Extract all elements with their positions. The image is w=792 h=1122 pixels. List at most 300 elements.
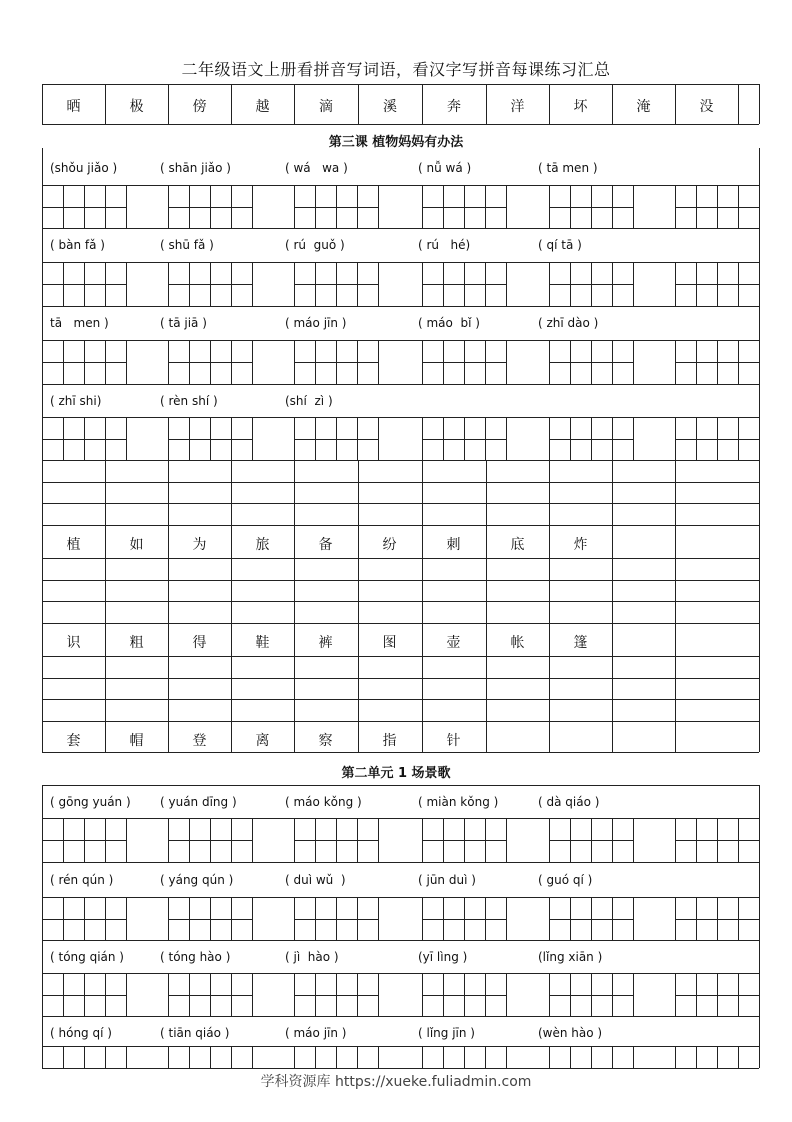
practice-char: 指 [382,733,397,749]
top-char-cell: 淹 [636,99,651,115]
grid-line [42,340,43,384]
grid-line [633,973,634,1016]
pinyin-label: ( yáng qún ) [160,873,234,887]
footer-watermark: 学科资源库 https://xueke.fuliadmin.com [260,1074,532,1090]
grid-line [189,1046,190,1068]
grid-line [126,897,127,940]
grid-line [591,818,592,862]
grid-line [570,897,571,940]
grid-line [315,897,316,940]
grid-line [357,818,358,862]
pinyin-label: ( nǚ wá ) [418,161,472,175]
grid-line [464,417,465,460]
pinyin-label: ( miàn kǒng ) [418,795,499,809]
grid-line [378,185,379,228]
grid-line [549,262,550,306]
grid-line [42,940,759,941]
grid-line [549,897,550,940]
practice-char: 裤 [318,635,333,651]
grid-line [357,185,358,228]
grid-line [126,818,127,862]
grid-line [168,818,169,862]
grid-line [570,340,571,384]
pinyin-label: ( shān jiǎo ) [160,161,231,175]
grid-line [464,1046,465,1068]
grid-line [189,973,190,1016]
pinyin-label: ( yuán dīng ) [160,795,237,809]
practice-char: 粗 [129,635,144,651]
grid-line [42,752,759,753]
grid-line [675,185,676,228]
grid-line [189,897,190,940]
grid-line [717,897,718,940]
grid-line [84,417,85,460]
grid-line [612,818,613,862]
grid-line [42,699,759,700]
grid-line [252,185,253,228]
grid-line [357,973,358,1016]
grid-line [358,460,359,752]
grid-line [336,417,337,460]
grid-line [294,973,295,1016]
grid-line [378,417,379,460]
pinyin-label: (lǐng xiān ) [538,950,603,964]
grid-line [189,417,190,460]
pinyin-label: ( hóng qí ) [50,1026,112,1040]
grid-line [252,262,253,306]
pinyin-label: ( jūn duì ) [418,873,476,887]
grid-line [422,460,423,752]
grid-line [231,262,232,306]
grid-line [591,973,592,1016]
grid-line [42,1016,759,1017]
grid-line [42,482,759,483]
grid-line [485,973,486,1016]
grid-line [294,185,295,228]
practice-char: 帽 [129,733,144,749]
grid-line [675,262,676,306]
grid-line [42,580,759,581]
grid-line [443,1046,444,1068]
grid-line [42,185,759,186]
grid-line [717,417,718,460]
grid-line [506,818,507,862]
grid-line [231,1046,232,1068]
grid-line [42,721,759,722]
grid-line [105,185,106,228]
grid-line [189,262,190,306]
grid-line [485,262,486,306]
grid-line [506,340,507,384]
grid-line [42,623,759,624]
grid-line [105,262,106,306]
grid-line [126,185,127,228]
grid-line [464,818,465,862]
grid-line [633,897,634,940]
grid-line [210,185,211,228]
grid-line [63,185,64,228]
grid-line [422,417,423,460]
grid-line [549,1046,550,1068]
grid-line [570,973,571,1016]
grid-line [422,897,423,940]
grid-line [422,973,423,1016]
grid-line [633,818,634,862]
grid-line [42,262,43,306]
top-char-cell: 奔 [447,99,461,115]
pinyin-label: ( zhī shi) [50,394,102,408]
grid-line [612,340,613,384]
grid-line [759,417,760,460]
pinyin-label: tā men ) [50,316,109,330]
section-heading: 第三课 植物妈妈有办法 [328,135,464,150]
grid-line [612,973,613,1016]
grid-line [63,340,64,384]
grid-line [570,417,571,460]
grid-line [696,818,697,862]
pinyin-label: (yī lìng ) [418,950,468,964]
grid-line [336,973,337,1016]
grid-line [464,897,465,940]
grid-line [357,340,358,384]
pinyin-label: ( lǐng jīn ) [418,1026,475,1040]
top-char-cell: 越 [255,99,270,115]
grid-line [378,262,379,306]
grid-line [168,460,169,752]
grid-line [378,973,379,1016]
grid-line [422,818,423,862]
grid-line [189,340,190,384]
pinyin-label: ( máo bǐ ) [418,316,480,330]
grid-line [189,185,190,228]
pinyin-label: ( tóng hào ) [160,950,231,964]
top-char-cell: 滴 [319,99,333,115]
grid-line [168,262,169,306]
practice-char: 察 [318,733,333,749]
page-title: 二年级语文上册看拼音写词语，看汉字写拼音每课练习汇总 [181,60,611,79]
grid-line [42,1068,759,1069]
grid-line [252,973,253,1016]
grid-line [105,417,106,460]
grid-line [210,417,211,460]
grid-line [189,818,190,862]
grid-line [506,973,507,1016]
grid-line [84,818,85,862]
grid-line [84,262,85,306]
grid-line [633,340,634,384]
grid-line [759,340,760,384]
grid-line [42,897,43,940]
grid-line [717,1046,718,1068]
grid-line [549,973,550,1016]
grid-line [443,262,444,306]
grid-line [378,818,379,862]
practice-char: 套 [66,733,81,749]
grid-line [42,262,759,263]
grid-line [464,973,465,1016]
grid-line [315,973,316,1016]
grid-line [42,678,759,679]
grid-line [633,417,634,460]
grid-line [84,340,85,384]
grid-line [422,185,423,228]
grid-line [231,897,232,940]
grid-line [42,84,759,85]
grid-line [464,262,465,306]
grid-line [612,262,613,306]
grid-line [738,818,739,862]
grid-line [443,973,444,1016]
practice-char: 识 [66,635,81,651]
grid-line [464,340,465,384]
grid-line [168,340,169,384]
grid-line [84,973,85,1016]
grid-line [443,417,444,460]
grid-line [506,262,507,306]
pinyin-label: ( rú guǒ ) [285,238,345,252]
grid-line [759,185,760,228]
grid-line [464,185,465,228]
pinyin-label: ( jì hào ) [285,950,339,964]
grid-line [42,460,759,461]
grid-line [759,973,760,1016]
practice-char: 帐 [510,635,525,651]
grid-line [591,417,592,460]
grid-line [675,417,676,460]
grid-line [63,417,64,460]
grid-line [422,340,423,384]
grid-line [612,417,613,460]
pinyin-label: ( zhī dào ) [538,316,599,330]
grid-line [506,185,507,228]
practice-char: 底 [510,537,525,553]
grid-line [422,1046,423,1068]
grid-line [717,973,718,1016]
grid-line [485,1046,486,1068]
pinyin-label: ( guó qí ) [538,873,593,887]
pinyin-label: ( tā men ) [538,161,598,175]
pinyin-label: ( máo kǒng ) [285,795,362,809]
grid-line [336,818,337,862]
grid-line [42,1046,759,1047]
pinyin-label: (wèn hào ) [538,1026,603,1040]
grid-line [42,1046,43,1068]
grid-line [549,818,550,862]
grid-line [696,262,697,306]
grid-line [315,818,316,862]
grid-line [357,262,358,306]
grid-line [738,340,739,384]
practice-char: 鞋 [255,635,270,651]
pinyin-label: ( tiān qiáo ) [160,1026,230,1040]
grid-line [612,185,613,228]
grid-line [42,862,759,863]
grid-line [42,124,759,125]
grid-line [738,897,739,940]
grid-line [105,818,106,862]
grid-line [210,818,211,862]
grid-line [485,185,486,228]
grid-line [42,417,43,460]
grid-line [210,262,211,306]
top-char-cell: 极 [129,99,144,115]
practice-char: 篷 [573,635,588,651]
grid-line [42,818,43,862]
grid-line [84,1046,85,1068]
grid-line [84,897,85,940]
pinyin-label: ( wá wa ) [285,161,348,175]
grid-line [591,897,592,940]
grid-line [612,460,613,752]
grid-line [210,897,211,940]
grid-line [591,1046,592,1068]
grid-line [549,340,550,384]
pinyin-label: ( shū fǎ ) [160,238,214,252]
grid-line [738,973,739,1016]
grid-line [422,262,423,306]
pinyin-label: (shǒu jiǎo ) [50,161,118,175]
grid-line [549,417,550,460]
grid-line [105,340,106,384]
grid-line [633,262,634,306]
grid-line [443,340,444,384]
grid-line [210,1046,211,1068]
grid-line [126,340,127,384]
grid-line [570,262,571,306]
grid-line [105,1046,106,1068]
practice-char: 旅 [255,537,270,553]
grid-line [696,417,697,460]
pinyin-label: ( máo jīn ) [285,316,347,330]
grid-line [696,185,697,228]
grid-line [675,340,676,384]
grid-line [738,185,739,228]
pinyin-label: ( rèn shí ) [160,394,218,408]
grid-line [42,558,759,559]
grid-line [738,1046,739,1068]
grid-line [675,1046,676,1068]
top-char-cell: 洋 [510,99,525,115]
grid-line [252,340,253,384]
grid-line [168,1046,169,1068]
grid-line [357,417,358,460]
grid-line [486,460,487,752]
practice-char: 登 [192,733,207,749]
grid-line [105,973,106,1016]
grid-line [294,818,295,862]
grid-line [42,384,759,385]
pinyin-label: ( qí tā ) [538,238,582,252]
grid-line [759,818,760,862]
grid-line [294,460,295,752]
grid-line [336,897,337,940]
grid-line [738,262,739,306]
grid-line [252,897,253,940]
pinyin-label: ( tā jiā ) [160,316,207,330]
grid-line [63,973,64,1016]
top-char-cell: 溪 [383,99,397,115]
pinyin-label: ( bàn fǎ ) [50,238,105,252]
grid-line [231,973,232,1016]
grid-line [506,897,507,940]
pinyin-label: ( dà qiáo ) [538,795,600,809]
grid-line [42,306,759,307]
grid-line [42,503,759,504]
grid-line [633,1046,634,1068]
grid-line [443,897,444,940]
grid-line [63,818,64,862]
grid-line [485,818,486,862]
practice-char: 图 [382,635,397,651]
pinyin-label: (shí zì ) [285,394,333,408]
grid-line [336,262,337,306]
practice-char: 得 [192,635,207,651]
grid-line [168,973,169,1016]
grid-line [696,973,697,1016]
grid-line [378,897,379,940]
practice-char: 植 [66,537,81,553]
section-heading: 第二单元 1 场景歌 [341,766,451,781]
grid-line [591,262,592,306]
grid-line [42,228,759,229]
grid-line [168,897,169,940]
grid-line [231,340,232,384]
grid-line [168,417,169,460]
grid-line [42,973,759,974]
grid-line [570,185,571,228]
grid-line [42,601,759,602]
grid-line [717,262,718,306]
grid-line [336,340,337,384]
grid-line [675,818,676,862]
grid-line [738,84,739,124]
grid-line [759,1046,760,1068]
grid-line [738,417,739,460]
practice-char: 为 [192,537,207,553]
grid-line [42,525,759,526]
grid-line [506,1046,507,1068]
pinyin-label: ( rén qún ) [50,873,114,887]
grid-line [378,340,379,384]
grid-line [84,185,85,228]
pinyin-label: ( máo jīn ) [285,1026,347,1040]
grid-line [42,818,759,819]
grid-line [336,185,337,228]
grid-line [42,656,759,657]
grid-line [696,897,697,940]
grid-line [633,185,634,228]
grid-line [378,1046,379,1068]
grid-line [759,84,760,124]
practice-char: 备 [318,537,333,553]
grid-line [252,1046,253,1068]
grid-line [231,185,232,228]
grid-line [294,340,295,384]
grid-line [126,1046,127,1068]
practice-char: 针 [446,733,461,749]
grid-line [717,185,718,228]
practice-char: 壶 [446,635,461,651]
grid-line [63,897,64,940]
grid-line [210,340,211,384]
pinyin-label: ( duì wǔ ) [285,873,346,887]
grid-line [485,417,486,460]
grid-line [591,185,592,228]
grid-line [294,1046,295,1068]
practice-char: 刺 [446,537,461,553]
grid-line [252,417,253,460]
grid-line [63,1046,64,1068]
